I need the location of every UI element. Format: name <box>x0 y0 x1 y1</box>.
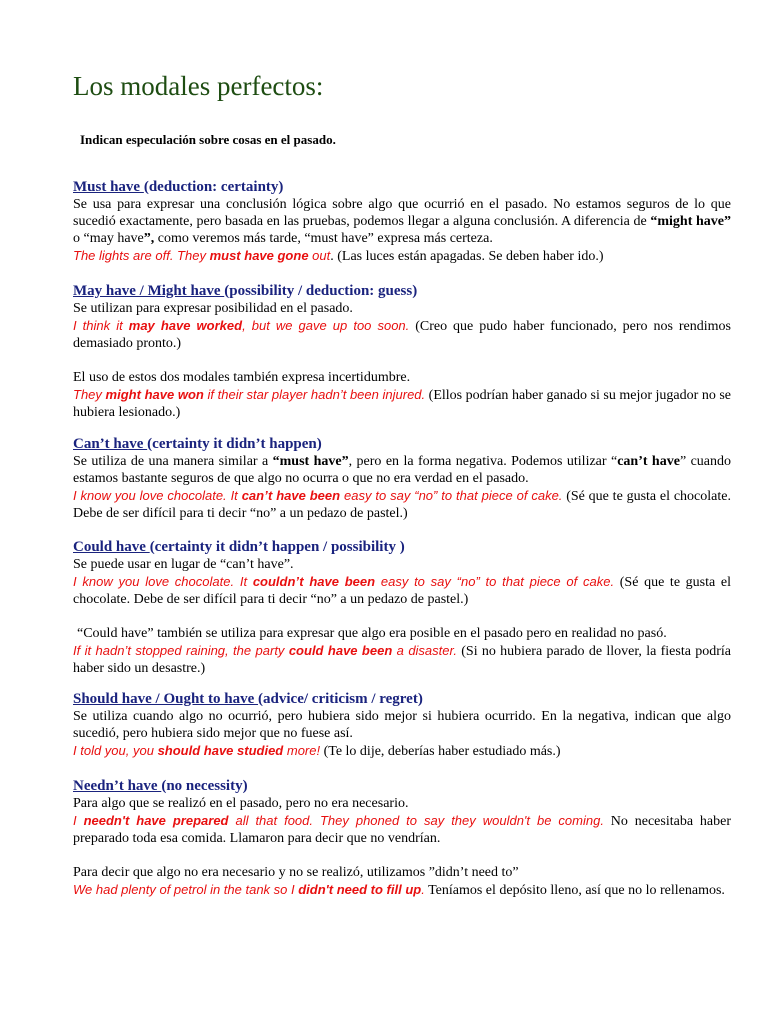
explanation-text: Para algo que se realizó en el pasado, pero no era necesario. <box>73 796 409 811</box>
section-heading: Needn’t have (no necessity) <box>73 778 248 794</box>
section-heading: May have / Might have (possibility / deduction: guess) <box>73 283 418 299</box>
section-may-might-have <box>73 282 731 421</box>
example-sentence: The lights are off. They must have gone out. (Las luces están apagadas. Se deben haber ido.) <box>73 248 604 264</box>
section-heading: Could have (certainty it didn’t happen / possibility ) <box>73 539 405 555</box>
explanation-text: Para decir que algo no era necesario y no se realizó, utilizamos ”didn’t need to” <box>73 865 519 880</box>
section-should-have <box>73 690 731 760</box>
explanation-text: Se usa para expresar una conclusión lógica sobre algo que ocurrió en el pasado. No estamos seguros de lo que sucedió exactamente, pero basada en las pruebas, podemos llegar a alguna conclusión. A diferencia de “might have” o “may have”, como veremos más tarde, “must have” expresa más certeza. <box>73 197 731 246</box>
explanation-text: Se utilizan para expresar posibilidad en el pasado. <box>73 301 353 316</box>
intro-text: Indican especulación sobre cosas en el pasado. <box>80 132 336 147</box>
explanation-text: Se puede usar en lugar de “can’t have”. <box>73 557 294 572</box>
example-sentence: I know you love chocolate. It couldn’t have been easy to say “no” to that piece of cake. (Sé que te gusta el chocolate. Debe de ser difícil para ti decir “no” a un pedazo de pastel.) <box>73 574 731 607</box>
example-sentence: If it hadn’t stopped raining, the party could have been a disaster. (Si no hubiera parado de llover, la fiesta podría haber sido un desastre.) <box>73 643 731 676</box>
example-sentence: I needn't have prepared all that food. They phoned to say they wouldn't be coming. No necesitaba haber preparado toda esa comida. Llamaron para decir que no vendrían. <box>73 813 731 846</box>
example-sentence: I know you love chocolate. It can’t have been easy to say “no” to that piece of cake. (Sé que te gusta el chocolate. Debe de ser difícil para ti decir “no” a un pedazo de pastel.) <box>73 488 731 521</box>
example-sentence: I told you, you should have studied more! (Te lo dije, deberías haber estudiado más.) <box>73 743 561 759</box>
section-heading: Can’t have (certainty it didn’t happen) <box>73 436 322 452</box>
example-sentence: They might have won if their star player hadn’t been injured. (Ellos podrían haber ganado si su mejor jugador no se hubiera lesionado.) <box>73 387 732 420</box>
explanation-text: Se utiliza cuando algo no ocurrió, pero hubiera sido mejor si hubiera ocurrido. En la negativa, indican que algo sucedió, pero hubiera sido mejor que no fuese así. <box>73 709 731 741</box>
section-cant-have <box>73 435 731 522</box>
section-could-have <box>73 538 731 677</box>
explanation-text: Se utiliza de una manera similar a “must have”, pero en la forma negativa. Podemos utilizar “can’t have” cuando estamos bastante seguros de que algo no ocurra o que no era verdad en el pasado. <box>73 454 731 486</box>
page-title: Los modales perfectos: <box>73 71 324 101</box>
explanation-text: El uso de estos dos modales también expresa incertidumbre. <box>73 370 411 385</box>
section-heading: Must have (deduction: certainty) <box>73 179 284 195</box>
section-must-have <box>73 178 731 265</box>
explanation-text: “Could have” también se utiliza para expresar que algo era posible en el pasado pero en realidad no pasó. <box>77 626 667 641</box>
section-heading: Should have / Ought to have (advice/ criticism / regret) <box>73 691 423 707</box>
section-neednt-have <box>73 777 731 899</box>
example-sentence: We had plenty of petrol in the tank so I didn't need to fill up. Teníamos el depósito lleno, así que no lo rellenamos. <box>73 882 725 898</box>
example-sentence: I think it may have worked, but we gave up too soon. (Creo que pudo haber funcionado, pero nos rendimos demasiado pronto.) <box>73 318 731 351</box>
